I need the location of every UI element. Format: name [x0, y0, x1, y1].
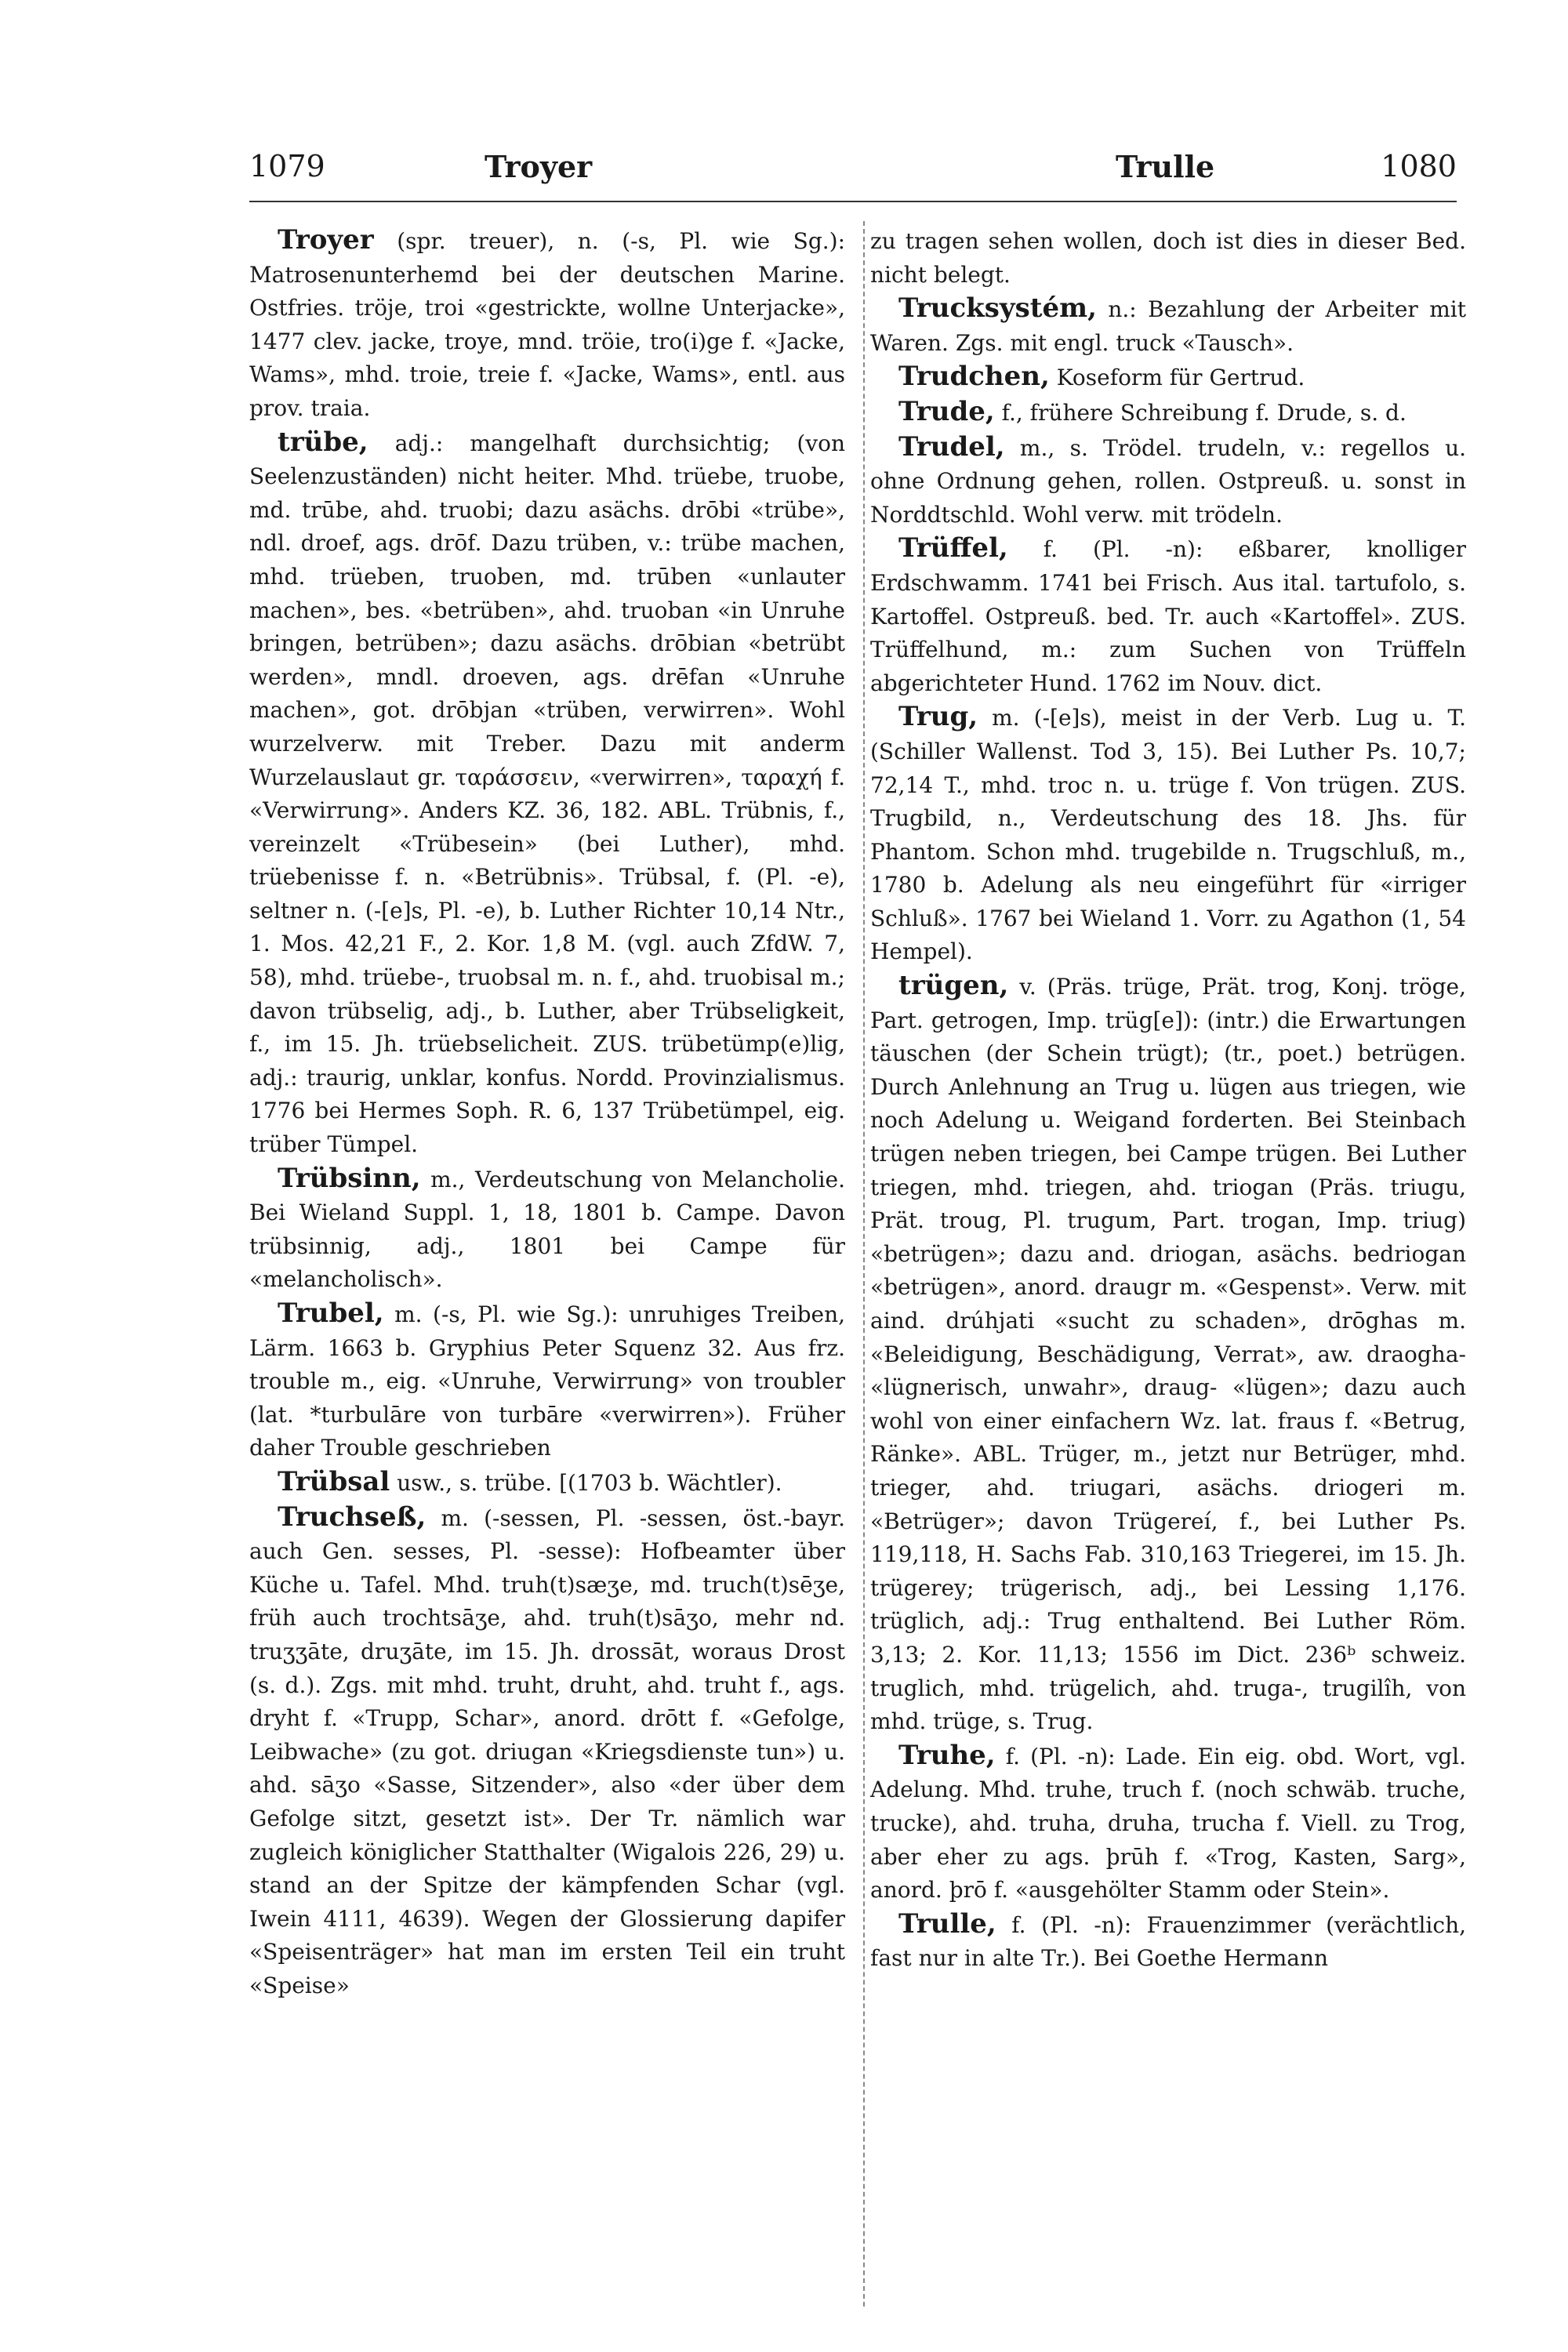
entry-trulle [870, 1907, 1466, 1976]
headword: Trug, [898, 701, 978, 733]
entry-text: m. (-[e]s), meist in der Verb. Lug u. T. (Schiller Wallenst. Tod 3, 15). Bei Luther Ps. 10,7; 72,14 T., mhd. troc n. u. trüge f. Von trügen. ZUS. Trugbild, n., Verdeutschung des 18. Jhs. für Phantom. Schon mhd. trugebilde n. Trugschluß, m., 1780 b. Adelung als neu eingeführt für «irriger Schluß». 1767 bei Wieland 1. Vorr. zu Agathon (1, 54 Hempel). [870, 705, 1466, 965]
headword: trügen, [898, 970, 1009, 1002]
entry-text: Koseform für Gertrud. [1049, 365, 1305, 391]
entry-text: m. (-sessen, Pl. -sessen, öst.-bayr. auch Gen. sesses, Pl. -sesse): Hofbeamter über Küche u. Tafel. Mhd. truh(t)sæʒe, md. truch(t)sēʒe, früh auch trochtsāʒe, ahd. truh(t)sāʒo, mehr nd. truʒʒāte, druʒāte, im 15. Jh. drossāt, woraus Drost (s. d.). Zgs. mit mhd. truht, druht, ahd. truht f., ags. dryht f. «Trupp, Schar», anord. drōtt f. «Gefolge, Leibwache» (zu got. driugan «Kriegsdienste tun») u. ahd. sāʒo «Sasse, Sitzender», also «der über dem Gefolge sitzt, gesetzt ist». Der Tr. nämlich war zugleich königlicher Statthalter (Wigalois 226, 29) u. stand an der Spitze der kämpfenden Schar (vgl. Iwein 4111, 4639). Wegen der Glossierung dapifer «Speisenträger» hat man im ersten Teil ein truht «Speise» [249, 1504, 845, 1998]
entry-truebsinn [249, 1162, 845, 1297]
entry-trudchen [870, 360, 1466, 395]
headword: Trulle, [898, 1907, 996, 1940]
headword: Trübsinn, [278, 1162, 421, 1194]
entry-text: f. (Pl. -n): Frauenzimmer (verächtlich, fast nur in alte Tr.). Bei Goethe Hermann [870, 1911, 1466, 1972]
entry-trucksystem [870, 292, 1466, 360]
headword: Truchseß, [278, 1501, 426, 1533]
headword: Trüffel, [898, 532, 1008, 564]
headword: Trude, [898, 395, 995, 427]
page-number-right: 1080 [1381, 149, 1457, 183]
entry-truebsal [249, 1465, 845, 1501]
entry-text: (spr. treuer), n. (-s, Pl. wie Sg.): Matrosenunterhemd bei der deutschen Marine. Ostfries. tröje, troi «gestrickte, wollne Unterjacke», 1477 clev. jacke, troye, mnd. tröie, tro(i)ge f. «Jacke, Wams», mhd. troie, treie f. «Jacke, Wams», entl. aus prov. traia. [249, 228, 845, 421]
entry-troyer [249, 223, 845, 426]
entry-text: m., Verdeutschung von Melancholie. Bei Wieland Suppl. 1, 18, 1801 b. Campe. Davon trübsinnig, adj., 1801 bei Campe für «melancholisch». [249, 1166, 845, 1293]
entry-text: v. (Präs. trüge, Prät. trog, Konj. tröge, Part. getrogen, Imp. trüg[e]): (intr.) die Erwartungen täuschen (der Schein trügt); (tr., poet.) betrügen. Durch Anlehnung an Trug u. lügen aus triegen, wie noch Adelung u. Weigand forderten. Bei Steinbach trügen neben triegen, bei Campe trügen. Bei Luther triegen, mhd. triegen, ahd. triogan (Präs. triugu, Prät. troug, Pl. trugum, Part. trogan, Imp. triug) «betrügen»; dazu and. driogan, asächs. bedriogan «betrügen», anord. draugr m. «Gespenst». Verw. mit aind. drúhjati «sucht zu schaden», drōghas m. «Beleidigung, Beschädigung, Verrat», aw. draogha- «lügnerisch, unwahr», draug- «lügen»; dazu auch wohl von einer einfachern Wz. lat. fraus f. «Betrug, Ränke». ABL. Trüger, m., jetzt nur Betrüger, mhd. trieger, ahd. triugari, asächs. driogeri m. «Betrüger»; davon Trügereí, f., bei Luther Ps. 119,118, H. Sachs Fab. 310,163 Triegerei, im 15. Jh. trügerey; trügerisch, adj., bei Lessing 1,176. trüglich, adj.: Trug enthaltend. Bei Luther Röm. 3,13; 2. Kor. 11,13; 1556 im Dict. 236ᵇ schweiz. truglich, mhd. trügelich, ahd. truga-, trugilîh, von mhd. trüge, s. Trug. [870, 974, 1466, 1735]
headword: Truhe, [898, 1739, 996, 1771]
headword: Trübsal [278, 1465, 390, 1497]
entry-truegen [870, 969, 1466, 1739]
entry-text: n.: Bezahlung der Arbeiter mit Waren. Zgs. mit engl. truck «Tausch». [870, 296, 1466, 356]
right-column [870, 223, 1466, 1976]
entry-continuation [870, 223, 1466, 292]
entry-text: m., s. Trödel. trudeln, v.: regellos u. ohne Ordnung gehen, rollen. Ostpreuß. u. sonst in Norddtschld. Wohl verw. mit trödeln. [870, 434, 1466, 528]
entry-trudel [870, 430, 1466, 532]
entry-trueffel [870, 532, 1466, 700]
entry-text: zu tragen sehen wollen, doch ist dies in dieser Bed. nicht belegt. [870, 228, 1466, 288]
entry-text: usw., s. trübe. [(1703 b. Wächtler). [390, 1469, 782, 1496]
page-header [249, 149, 1457, 196]
entry-trubel [249, 1297, 845, 1465]
entry-text: f., frühere Schreibung f. Drude, s. d. [994, 399, 1406, 426]
running-headword-right: Trulle [1116, 149, 1215, 184]
headword: Trudel, [898, 430, 1005, 463]
headword: Troyer [278, 224, 374, 256]
header-rule [249, 201, 1457, 202]
entry-text: m. (-s, Pl. wie Sg.): unruhiges Treiben, Lärm. 1663 b. Gryphius Peter Squenz 32. Aus frz. trouble m., eig. «Unruhe, Verwirrung» von troubler (lat. *turbulāre von turbāre «verwirren»). Früher daher Trouble geschrieben [249, 1301, 845, 1461]
entry-truchsess [249, 1501, 845, 2003]
headword: Trudchen, [898, 361, 1050, 393]
left-column [249, 223, 845, 2002]
headword: Trubel, [278, 1298, 384, 1329]
entry-truebe [249, 426, 845, 1162]
headword: Trucksystém, [898, 292, 1097, 325]
running-headword-left: Troyer [485, 149, 593, 184]
headword: trübe, [278, 426, 368, 458]
entry-truhe [870, 1739, 1466, 1907]
page-number-left: 1079 [249, 149, 325, 183]
column-divider [863, 221, 865, 2307]
entry-text: f. (Pl. -n): eßbarer, knolliger Erdschwamm. 1741 bei Frisch. Aus ital. tartufolo, s. Kartoffel. Ostpreuß. bed. Tr. auch «Kartoffel». ZUS. Trüffelhund, m.: zum Suchen von Trüffeln abgerichteter Hund. 1762 im Nouv. dict. [870, 536, 1466, 696]
entry-text: f. (Pl. -n): Lade. Ein eig. obd. Wort, vgl. Adelung. Mhd. truhe, truch f. (noch schwäb. truche, trucke), ahd. truha, druha, trucha f. Viell. zu Trog, aber eher zu ags. þrūh f. «Trog, Kasten, Sarg», anord. þrō f. «ausgehölter Stamm oder Stein». [870, 1743, 1466, 1904]
entry-text: adj.: mangelhaft durchsichtig; (von Seelenzuständen) nicht heiter. Mhd. trüebe, truobe, md. trūbe, ahd. truobi; dazu asächs. drōbi «trübe», ndl. droef, ags. drōf. Dazu trüben, v.: trübe machen, mhd. trüeben, truoben, md. trūben «unlauter machen», bes. «betrüben», ahd. truoban «in Unruhe bringen, betrüben»; dazu asächs. drōbian «betrübt werden», mndl. droeven, ags. drēfan «Unruhe machen», got. drōbjan «trüben, verwirren». Wohl wurzelverw. mit Treber. Dazu mit anderm Wurzelauslaut gr. ταράσσειν, «verwirren», ταραχή f. «Verwirrung». Anders KZ. 36, 182. ABL. Trübnis, f., vereinzelt «Trübesein» (bei Luther), mhd. trüebenisse f. n. «Betrübnis». Trübsal, f. (Pl. -e), seltner n. (-[e]s, Pl. -e), b. Luther Richter 10,14 Ntr., 1. Mos. 42,21 F., 2. Kor. 1,8 M. (vgl. auch ZfdW. 7, 58), mhd. trüebe-, truobsal m. n. f., ahd. truobisal m.; davon trübselig, adj., b. Luther, aber Trübseligkeit, f., im 15. Jh. trüebselicheit. ZUS. trübetümp(e)lig, adj.: traurig, unklar, konfus. Nordd. Provinzialismus. 1776 bei Hermes Soph. R. 6, 137 Trübetümpel, eig. trüber Tümpel. [249, 430, 845, 1158]
entry-trug [870, 700, 1466, 969]
entry-trude [870, 395, 1466, 430]
